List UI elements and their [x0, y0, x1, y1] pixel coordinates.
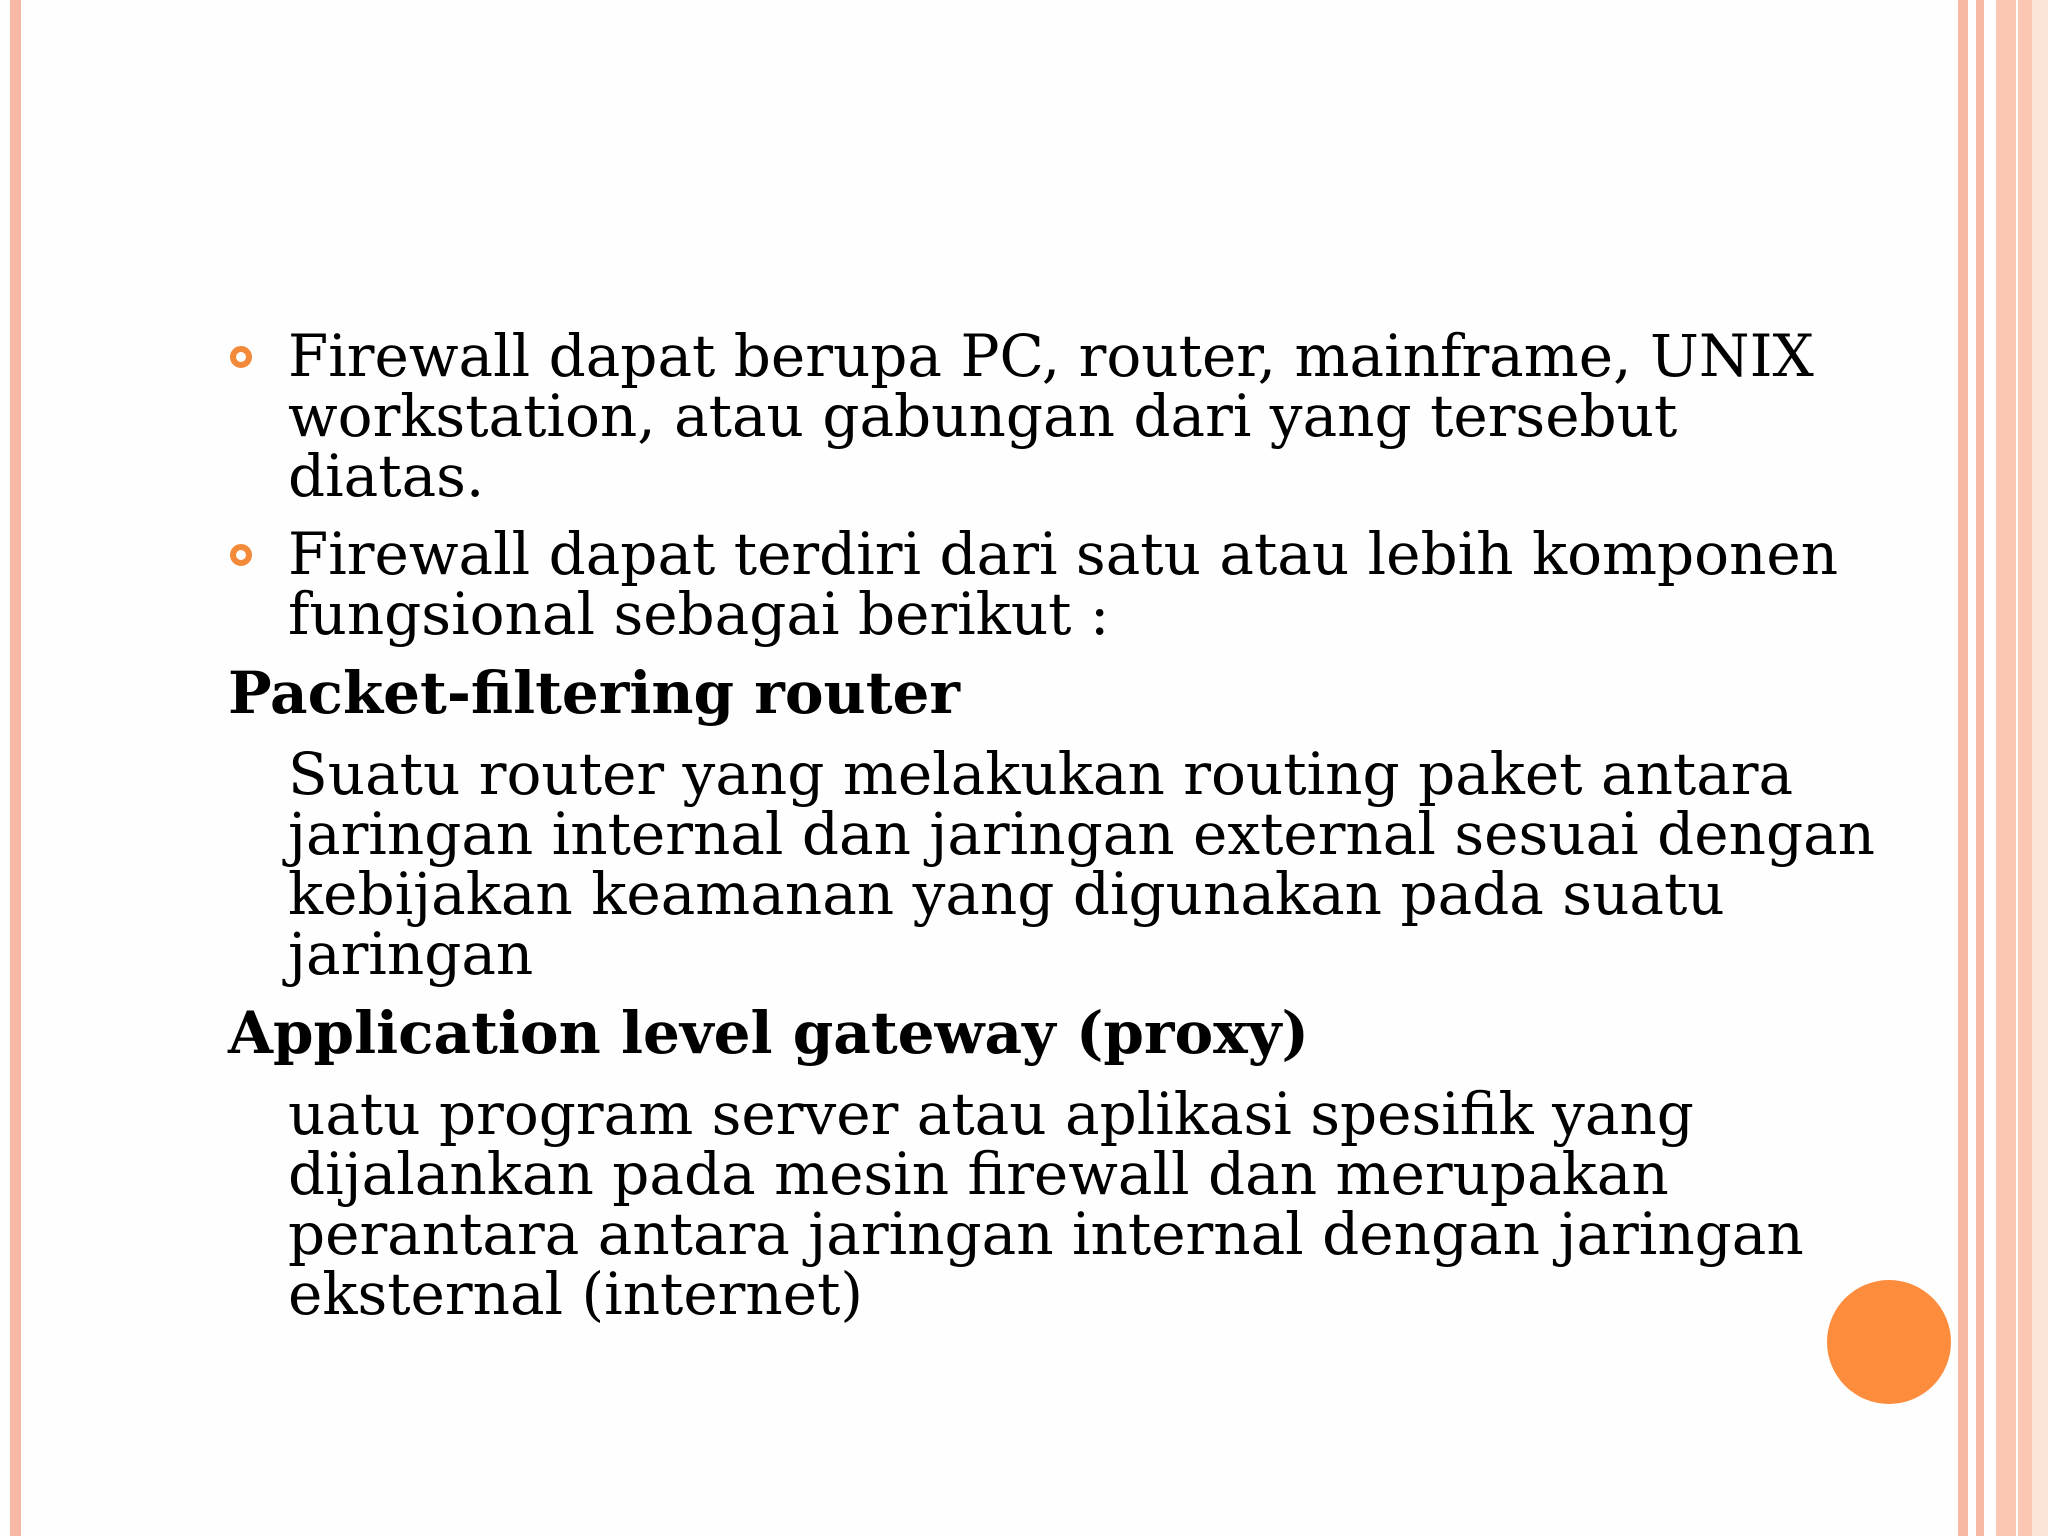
- left-border-decoration: [10, 0, 21, 1536]
- bullet-item: [224, 520, 1884, 648]
- orange-circle-decoration: [1827, 1280, 1951, 1404]
- bullet-item: [224, 322, 1884, 510]
- slide-content: [224, 322, 1884, 1342]
- ring-bullet-icon: [230, 544, 252, 566]
- right-border-stripe: [2032, 0, 2048, 1536]
- right-border-stripe: [1996, 0, 2032, 1536]
- right-border-stripe: [1958, 0, 1968, 1536]
- bullet-text: Firewall dapat terdiri dari satu atau lebih komponen fungsional sebagai berikut :: [288, 520, 1839, 648]
- ring-bullet-icon: [230, 346, 252, 368]
- right-border-stripe: [2016, 0, 2018, 1536]
- right-border-stripe: [1976, 0, 1984, 1536]
- section-heading-application-gateway: Application level gateway (proxy): [228, 999, 1309, 1067]
- section-body-application-gateway: uatu program server atau aplikasi spesifik yang dijalankan pada mesin firewall dan merupakan perantara antara jaringan internal dengan jaringan eksternal (internet): [288, 1080, 1804, 1328]
- section-heading-packet-filtering: Packet-filtering router: [228, 659, 960, 727]
- section-body-packet-filtering: Suatu router yang melakukan routing paket antara jaringan internal dan jaringan external sesuai dengan kebijakan keamanan yang digunakan pada suatu jaringan: [288, 740, 1876, 988]
- bullet-text: Firewall dapat berupa PC, router, mainframe, UNIX workstation, atau gabungan dari yang tersebut diatas.: [288, 322, 1814, 510]
